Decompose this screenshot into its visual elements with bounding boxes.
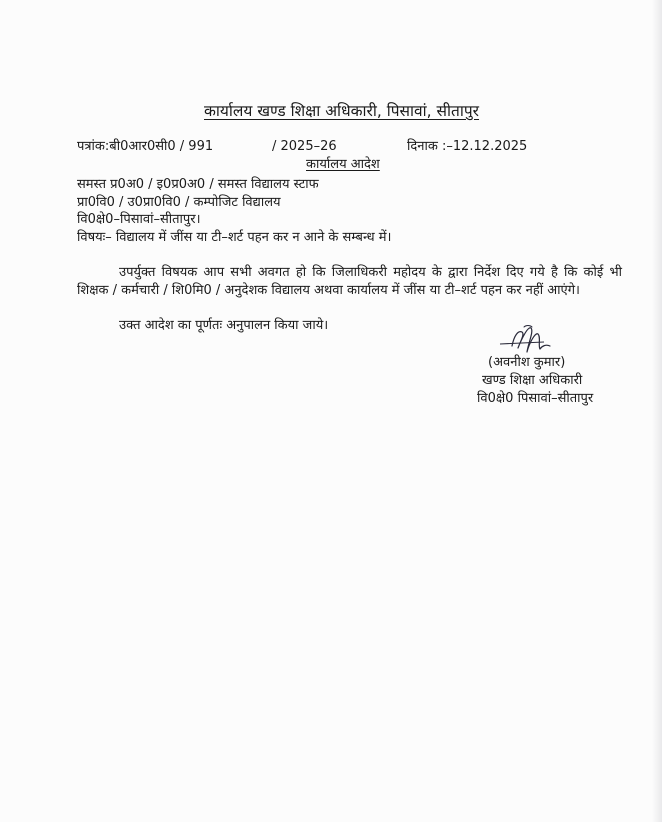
reference-number: पत्रांक:बी0आर0सी0 / 991 [77, 139, 214, 154]
signatory-designation: खण्ड शिक्षा अधिकारी [482, 373, 583, 388]
signatory-name: (अवनीश कुमार) [488, 355, 566, 370]
subject-line: विषयः– विद्यालय में जींस या टी–शर्ट पहन कर न आने के सम्बन्ध में। [77, 230, 392, 245]
addressee-line: वि0क्षे0–पिसावां–सीतापुर। [77, 212, 201, 227]
addressee-line: प्रा0वि0 / उ0प्रा0वि0 / कम्पोजिट विद्यालय [77, 195, 281, 210]
closing-line: उक्त आदेश का पूर्णतः अनुपालन किया जाये। [119, 318, 329, 333]
signatory-office: वि0क्षे0 पिसावां–सीतापुर [477, 391, 594, 406]
addressee-line: समस्त प्र0अ0 / इ0प्र0अ0 / समस्त विद्यालय स्टाफ [77, 177, 319, 192]
order-heading: कार्यालय आदेश [306, 157, 380, 172]
session-year: / 2025–26 [272, 139, 337, 154]
page-edge-shadow [652, 0, 662, 822]
body-paragraph [77, 264, 622, 299]
office-title: कार्यालय खण्ड शिक्षा अधिकारी, पिसावां, सीतापुर [204, 102, 480, 120]
letter-date: दिनाक :–12.12.2025 [407, 139, 528, 154]
body-text: उपर्युक्त विषयक आप सभी अवगत हो कि जिलाधिकरी महोदय के द्वारा निर्देश दिए गये है कि कोई भी शिक्षक / कर्मचारी / शि0मि0 / अनुदेशक विद्यालय अथवा कार्यालय में जींस या टी–शर्ट पहन कर नहीं आएंगे। [77, 265, 622, 298]
signature-scribble [498, 322, 558, 356]
